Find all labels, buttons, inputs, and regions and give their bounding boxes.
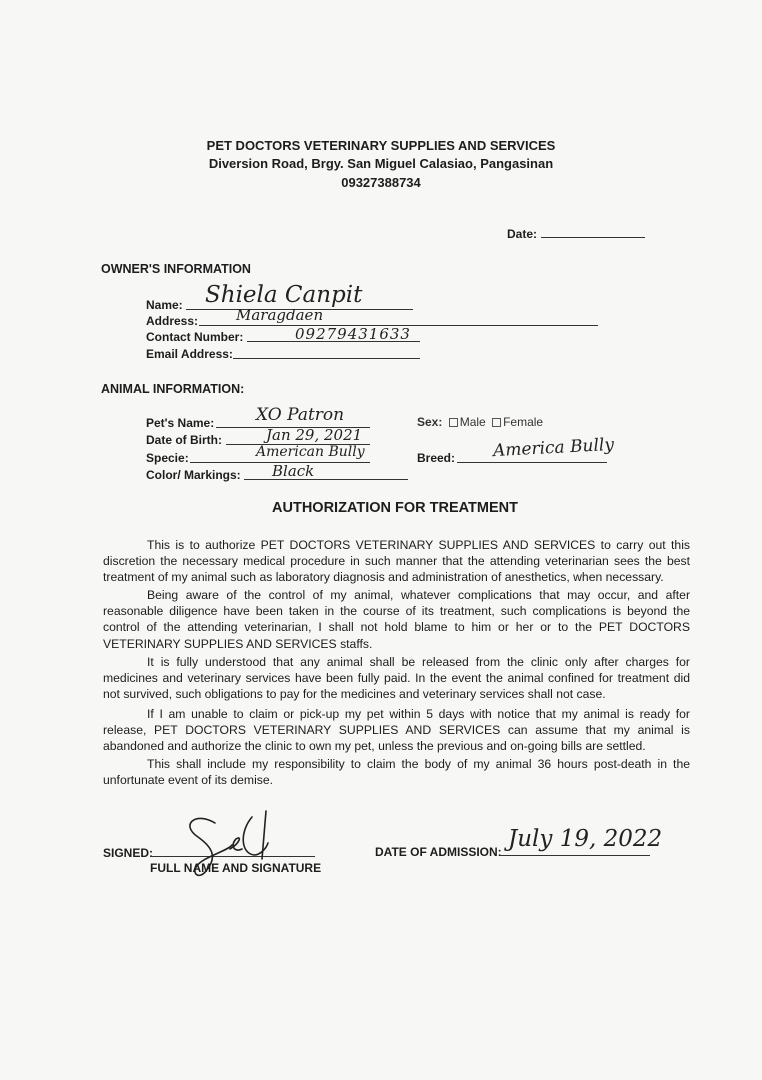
color-markings-line: [244, 479, 408, 480]
specie-label: Specie:: [146, 451, 189, 465]
owner-name-value: Shiela Canpit: [205, 282, 363, 308]
date-label: Date:: [507, 227, 538, 241]
pet-name-value: XO Patron: [256, 405, 345, 425]
signature-scribble: [170, 805, 310, 895]
date-of-admission-label: DATE OF ADMISSION:: [375, 845, 502, 859]
owner-address-value: Maragdaen: [236, 306, 324, 324]
sex-field: [417, 415, 543, 429]
breed-value: America Bully: [492, 434, 615, 462]
breed-label: Breed:: [417, 451, 456, 465]
company-name: PET DOCTORS VETERINARY SUPPLIES AND SERVICES: [206, 138, 556, 153]
owner-section-title: OWNER'S INFORMATION: [101, 262, 251, 276]
date-of-admission-value: July 19, 2022: [508, 826, 663, 852]
contact-number-value: 09279431633: [295, 325, 411, 343]
owner-name-label: Name:: [146, 298, 183, 312]
auth-paragraph-3: It is fully understood that any animal shall be released from the clinic only after charges for medicines and veterinary services have been fully paid. In the event the animal confined for treatment did not survived, such obligations to pay for the medicines and veterinary services shall not case.: [103, 655, 690, 702]
female-checkbox[interactable]: [492, 418, 501, 427]
dob-label: Date of Birth:: [146, 433, 222, 447]
color-markings-label: Color/ Markings:: [146, 468, 241, 482]
auth-paragraph-5: This shall include my responsibility to claim the body of my animal 36 hours post-death in the unfortunate event of its demise.: [103, 757, 690, 788]
animal-section-title: ANIMAL INFORMATION:: [101, 382, 245, 396]
auth-paragraph-1: This is to authorize PET DOCTORS VETERINARY SUPPLIES AND SERVICES to carry out this discretion the necessary medical procedure in such manner that the attending veterinarian sees the best treatment of my animal such as laboratory diagnosis and administration of anesthetics, when necessary.: [103, 538, 690, 585]
full-name-signature-label: FULL NAME AND SIGNATURE: [150, 861, 322, 875]
dob-value: Jan 29, 2021: [266, 426, 363, 444]
date-line: [541, 237, 645, 238]
breed-line: [457, 462, 607, 463]
auth-paragraph-4: If I am unable to claim or pick-up my pet within 5 days with notice that my animal is ready for release, PET DOCTORS VETERINARY SUPPLIES AND SERVICES can assume that my animal is abandoned and authorize the clinic to own my pet, unless the previous and on-going bills are settled.: [103, 707, 690, 754]
authorization-title: AUTHORIZATION FOR TREATMENT: [272, 500, 518, 516]
sex-label: Sex:: [417, 415, 443, 429]
email-address-line: [233, 358, 420, 359]
email-address-label: Email Address:: [146, 347, 233, 361]
contact-number-label: Contact Number:: [146, 330, 244, 344]
signed-label: SIGNED:: [103, 846, 154, 860]
owner-address-label: Address:: [146, 314, 199, 328]
color-markings-value: Black: [272, 462, 315, 480]
company-phone: 09327388734: [341, 175, 421, 190]
auth-paragraph-2: Being aware of the control of my animal, whatever complications that may occur, and after reasonable diligence have been taken in the course of its treatment, such complications is beyond the control of the attending veterinarian, I shall not hold blame to him or her or to the PET DOCTORS VETERINARY SUPPLIES AND SERVICES staffs.: [103, 588, 690, 651]
specie-value: American Bully: [256, 444, 365, 460]
admission-date-line: [500, 855, 650, 856]
female-option-label: Female: [503, 415, 544, 429]
company-address: Diversion Road, Brgy. San Miguel Calasiao, Pangasinan: [208, 156, 554, 171]
pet-name-label: Pet's Name:: [146, 416, 215, 430]
male-option-label: Male: [459, 415, 486, 429]
male-checkbox[interactable]: [449, 418, 458, 427]
